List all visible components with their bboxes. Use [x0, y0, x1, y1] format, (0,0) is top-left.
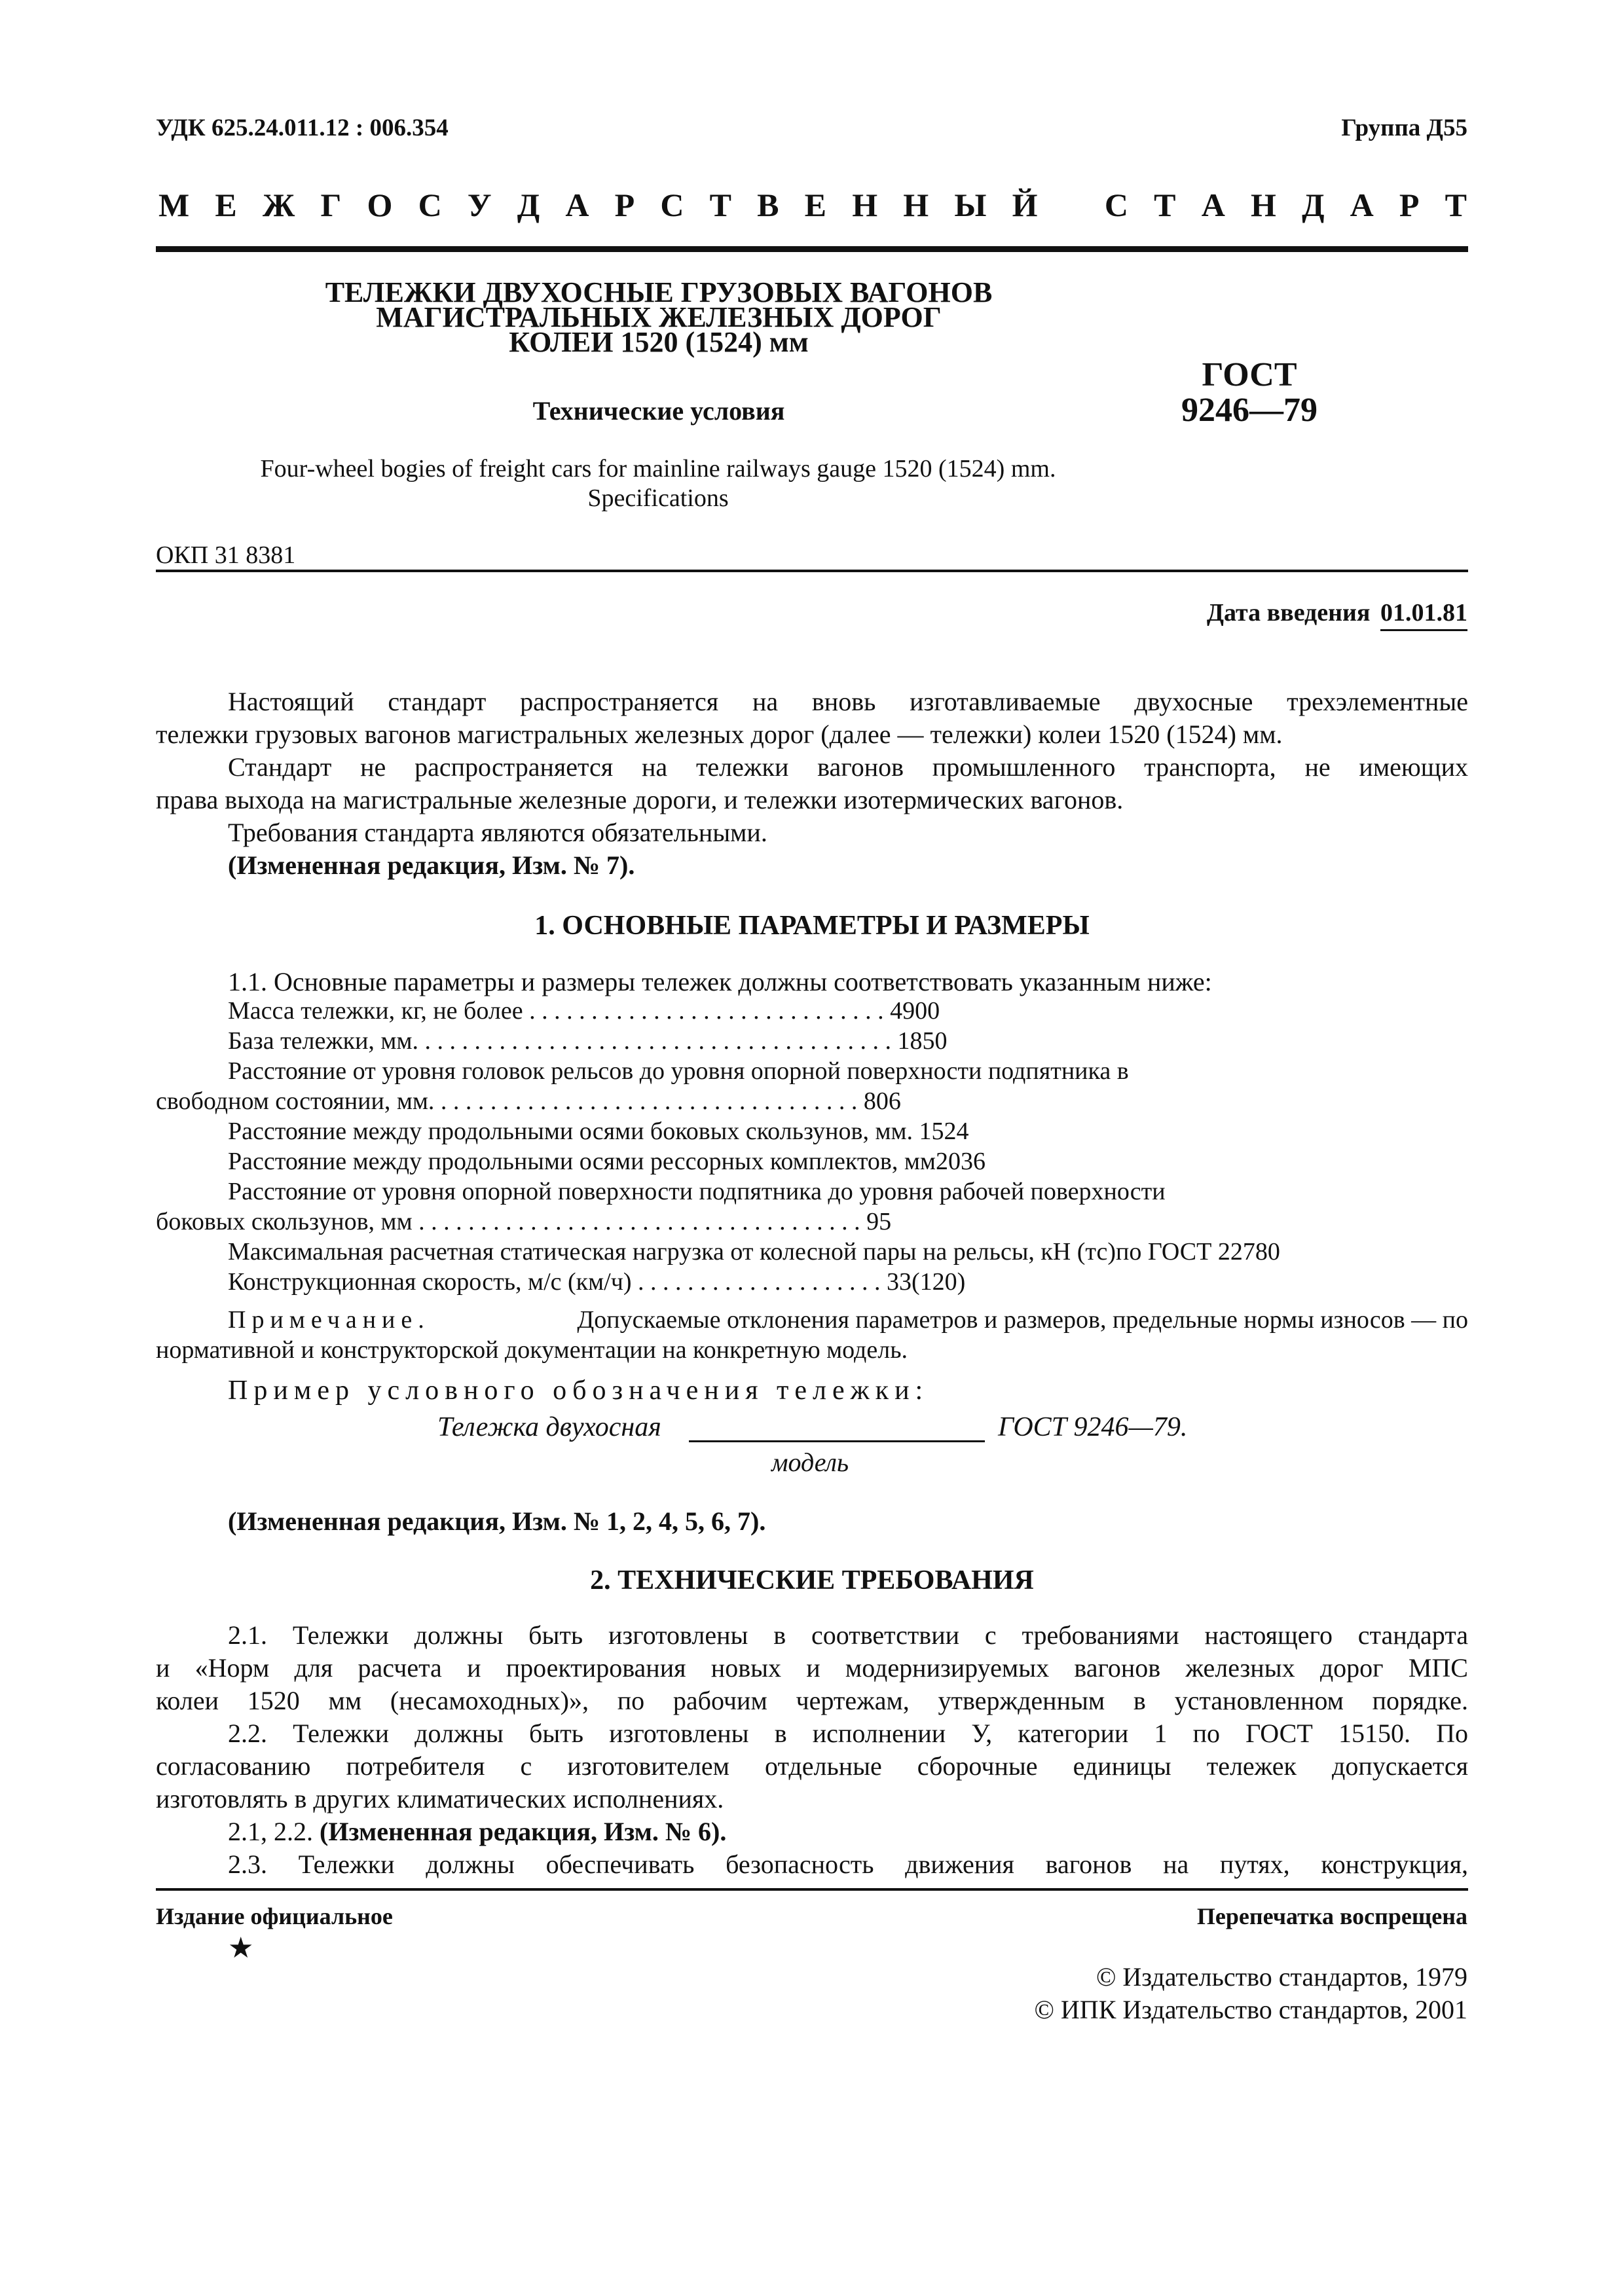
star-icon: ★	[228, 1932, 254, 1964]
model-blank-line	[689, 1440, 985, 1442]
heading-letter: Т	[1154, 187, 1176, 223]
intro-p2-line2: права выхода на магистральные железные дороги, и тележки изотермических вагонов.	[156, 785, 1124, 814]
gost-designation	[1118, 357, 1380, 428]
english-title-line-2: Specifications	[587, 484, 729, 512]
param-row-4: Расстояние между продольными осями боковых скользунов, мм. 1524	[228, 1118, 969, 1145]
param-row-6-line2: боковых скользунов, мм . . . . . . . . . . . . . . . . . . . . . . . . . . . . . . . . . . . . 95	[156, 1208, 892, 1235]
param-row-2: База тележки, мм. . . . . . . . . . . . . . . . . . . . . . . . . . . . . . . . . . . . . . . 1850	[228, 1027, 948, 1055]
p22-line1: 2.2. Тележки должны быть изготовлены в исполнении У, категории 1 по ГОСТ 15150. По	[228, 1719, 1468, 1748]
okp-code: ОКП 31 8381	[156, 541, 296, 569]
intro-p1-line1: Настоящий стандарт распространяется на вновь изготавливаемые двухосные трехэлементные	[228, 687, 1468, 716]
param-row-1: Масса тележки, кг, не более . . . . . . . . . . . . . . . . . . . . . . . . . . . . . 4900	[228, 997, 940, 1025]
p21-line3: колеи 1520 мм (несамоходных)», по рабочим чертежам, утвержденным в установленном порядке.	[156, 1686, 1468, 1715]
param-row-3-line1: Расстояние от уровня головок рельсов до уровня опорной поверхности подпятника в	[228, 1057, 1129, 1085]
heading-letter: Ж	[262, 187, 295, 223]
heading-letter: Н	[852, 187, 878, 223]
heading-letter: В	[757, 187, 779, 223]
heading-letter: Е	[804, 187, 827, 223]
heading-letter: Е	[215, 187, 237, 223]
section2-amendment-text: (Измененная редакция, Изм. № 6).	[320, 1817, 727, 1846]
heading-letter: Т	[1445, 187, 1467, 223]
interstate-standard-heading	[158, 186, 1467, 224]
copyright-2001: © ИПК Издательство стандартов, 2001	[1034, 1995, 1467, 2024]
example-left: Тележка двухосная	[437, 1412, 661, 1442]
title-line-2: МАГИСТРАЛЬНЫХ ЖЕЛЕЗНЫХ ДОРОГ	[376, 301, 942, 333]
copyright-1979: © Издательство стандартов, 1979	[1096, 1962, 1467, 1992]
heading-letter: О	[367, 187, 393, 223]
group-code: Группа Д55	[1341, 115, 1467, 141]
document-subtitle: Технические условия	[532, 396, 785, 426]
example-under: модель	[771, 1448, 849, 1477]
note-line-2: нормативной и конструкторской документации на конкретную модель.	[156, 1336, 908, 1364]
english-title	[167, 454, 1149, 513]
note-text: Допускаемые отклонения параметров и размеров, предельные нормы износов — по	[577, 1306, 1468, 1334]
heading-word-gap	[1063, 186, 1079, 224]
heading-letter: С	[1104, 187, 1128, 223]
heading-letter: Й	[1012, 187, 1038, 223]
title-line-1: ТЕЛЕЖКИ ДВУХОСНЫЕ ГРУЗОВЫХ ВАГОНОВ	[325, 276, 993, 308]
example-label: Пример условного обозначения тележки:	[228, 1376, 929, 1406]
gost-label: ГОСТ	[1202, 356, 1297, 393]
heading-letter: А	[1350, 187, 1374, 223]
heading-letter: Д	[517, 187, 540, 223]
intro-p2-line1: Стандарт не распространяется на тележки вагонов промышленного транспорта, не имеющих	[228, 752, 1468, 782]
heading-letter: Г	[320, 187, 342, 223]
param-row-8: Конструкционная скорость, м/с (км/ч) . . . . . . . . . . . . . . . . . . . . 33(120)	[228, 1268, 966, 1296]
gost-number: 9246—79	[1181, 392, 1318, 429]
intro-p3: Требования стандарта являются обязательными.	[228, 818, 767, 847]
udk-code: УДК 625.24.011.12 : 006.354	[156, 115, 449, 141]
footer-rule	[156, 1888, 1468, 1891]
p22-line3: изготовлять в других климатических исполнениях.	[156, 1784, 724, 1813]
okp-rule	[156, 570, 1468, 572]
heading-letter: А	[1201, 187, 1225, 223]
example-right: ГОСТ 9246—79.	[998, 1412, 1188, 1442]
intro-date-value: 01.01.81	[1380, 599, 1467, 631]
p22-line2: согласованию потребителя с изготовителем отдельные сборочные единицы тележек допускается	[156, 1751, 1468, 1781]
reprint-prohibited: Перепечатка воспрещена	[1196, 1903, 1467, 1929]
document-title	[227, 276, 1091, 358]
note-line-1	[228, 1305, 1468, 1334]
section2-amendment	[228, 1816, 726, 1847]
heading-letter: С	[418, 187, 442, 223]
p21-line1: 2.1. Тележки должны быть изготовлены в соответствии с требованиями настоящего стандарта	[228, 1620, 1468, 1650]
heading-letter: У	[467, 187, 492, 223]
title-line-3: КОЛЕИ 1520 (1524) мм	[509, 326, 809, 358]
p23-line1: 2.3. Тележки должны обеспечивать безопасность движения вагонов на путях, конструкция,	[228, 1850, 1468, 1879]
p21-line2: и «Норм для расчета и проектирования новых и модернизируемых вагонов железных дорог МПС	[156, 1653, 1468, 1683]
section1-lead: 1.1. Основные параметры и размеры тележек должны соответствовать указанным ниже:	[228, 967, 1212, 996]
heading-letter: Р	[614, 187, 635, 223]
section2-amendment-prefix: 2.1, 2.2.	[228, 1817, 313, 1846]
section1-heading: 1. ОСНОВНЫЕ ПАРАМЕТРЫ И РАЗМЕРЫ	[534, 911, 1090, 941]
section1-amendment: (Измененная редакция, Изм. № 1, 2, 4, 5, 6, 7).	[228, 1506, 766, 1536]
intro-date	[1207, 598, 1467, 627]
heading-letter: Р	[1399, 187, 1420, 223]
intro-date-label: Дата введения	[1206, 599, 1371, 627]
header-thick-rule	[156, 246, 1468, 252]
param-row-6-line1: Расстояние от уровня опорной поверхности подпятника до уровня рабочей поверхности	[228, 1178, 1166, 1205]
heading-letter: Н	[903, 187, 929, 223]
heading-letter: М	[158, 187, 190, 223]
heading-letter: Н	[1250, 187, 1276, 223]
param-row-5: Расстояние между продольными осями рессорных комплектов, мм2036	[228, 1148, 986, 1175]
english-title-line-1: Four-wheel bogies of freight cars for mainline railways gauge 1520 (1524) mm.	[260, 455, 1056, 483]
official-edition: Издание официальное	[156, 1903, 393, 1929]
intro-p1-line2: тележки грузовых вагонов магистральных железных дорог (далее — тележки) колеи 1520 (1524) мм.	[156, 720, 1283, 749]
param-row-3-line2: свободном состоянии, мм. . . . . . . . . . . . . . . . . . . . . . . . . . . . . . . . . . . 806	[156, 1087, 901, 1115]
heading-letter: Т	[709, 187, 731, 223]
heading-letter: Ы	[954, 187, 987, 223]
heading-letter: А	[565, 187, 589, 223]
intro-amendment: (Измененная редакция, Изм. № 7).	[228, 850, 635, 880]
note-label: Примечание.	[228, 1306, 430, 1334]
section2-heading: 2. ТЕХНИЧЕСКИЕ ТРЕБОВАНИЯ	[590, 1565, 1034, 1595]
heading-letter: Д	[1302, 187, 1325, 223]
heading-letter: С	[660, 187, 684, 223]
param-row-7: Максимальная расчетная статическая нагрузка от колесной пары на рельсы, кН (тс)по ГОСТ 22780	[228, 1238, 1280, 1266]
